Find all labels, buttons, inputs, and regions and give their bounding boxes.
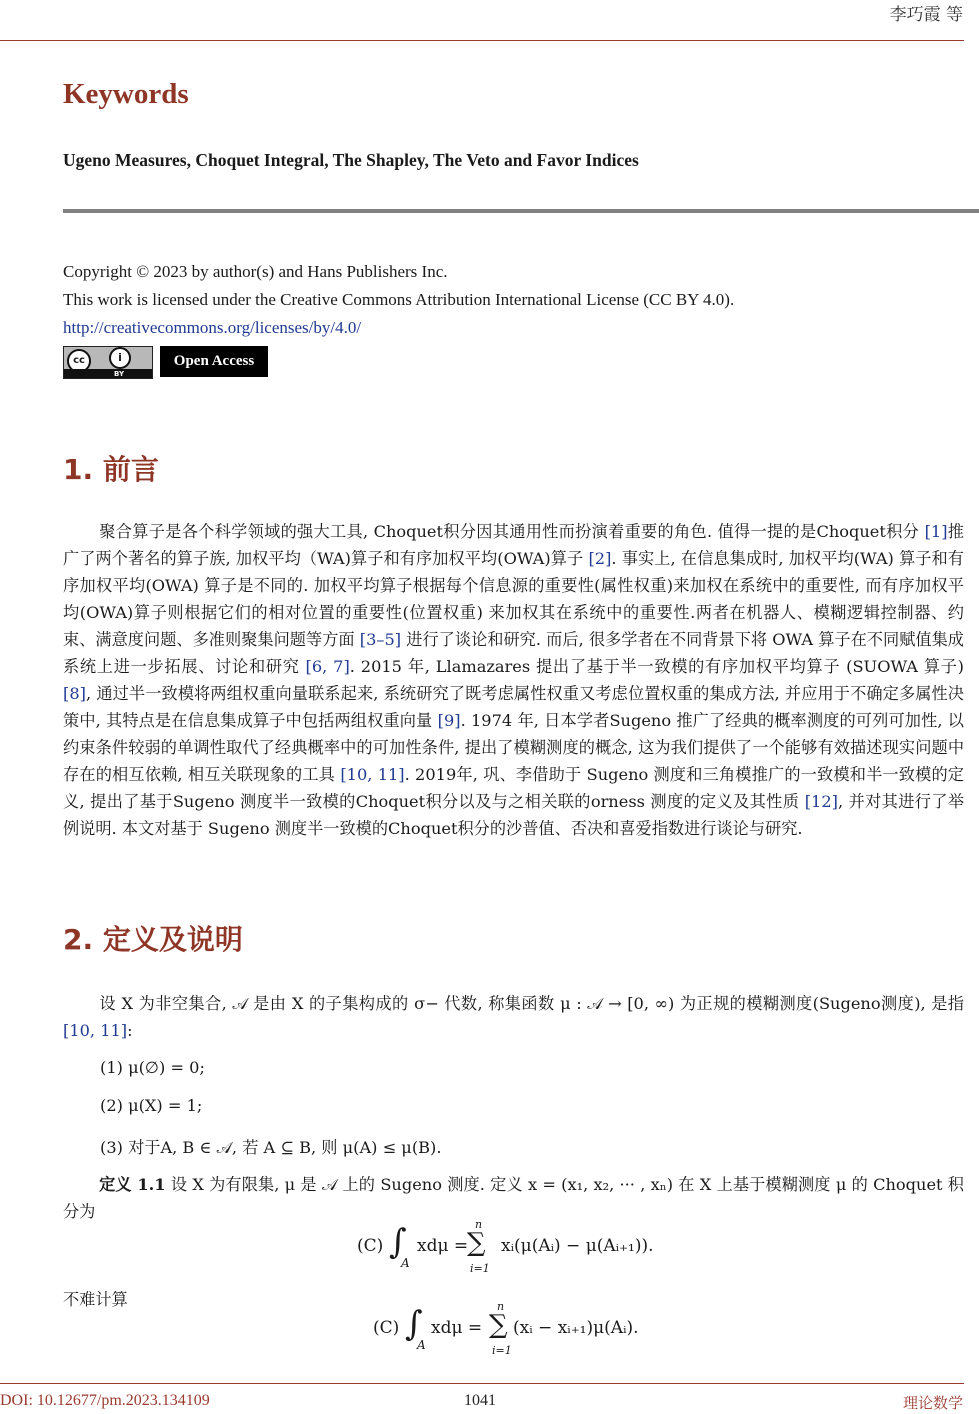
integral-sign: ∫ <box>405 1304 423 1344</box>
journal-name[interactable]: 理论数学 <box>902 1394 963 1412</box>
integral-sign: ∫ <box>389 1222 407 1262</box>
formula-prefix: (C) <box>373 1318 400 1338</box>
para-text: . 事实上, 在信息集成时, 加权平均(WA) 算子和有序加权平均(OWA) 算子是不同的. 加权平均算子根据每个信息源的重要性(属性权重)来加权在系统中的重要性, 而有序加权平均(OWA)算子则根据它们的相对位置的重要性(位置权重) 来加权其在系统中的重要性.两者在机器人、模糊逻辑控制器、约束、满意度问题、多准则聚集问题等方面 <box>63 549 964 649</box>
section-1-title: 1. 前言 <box>63 453 159 486</box>
citation-link[interactable]: [10, 11] <box>340 765 405 784</box>
header-divider <box>0 40 964 41</box>
para-text: 聚合算子是各个科学领域的强大工具, Choquet积分因其通用性而扮演着重要的角色. 值得一提的是Choquet积分 <box>99 522 925 541</box>
cc-by-badge[interactable] <box>63 346 153 379</box>
formula-rhs: (xᵢ − xᵢ₊₁)μ(Aᵢ). <box>513 1318 639 1338</box>
copyright-line: Copyright © 2023 by author(s) and Hans Publishers Inc. <box>63 262 448 281</box>
cc-badge-by-label: BY <box>114 370 125 378</box>
para-text: 设 X 为非空集合, 𝒜 是由 X 的子集构成的 σ− 代数, 称集函数 μ : 𝒜 → [0, ∞) 为正规的模糊测度(Sugeno测度), 是指 <box>99 994 964 1013</box>
definition-text: 设 X 为有限集, μ 是 𝒜 上的 Sugeno 测度. 定义 x = (x₁, x₂, ··· , xₙ) 在 X 上基于模糊测度 μ 的 Choquet 积分为 <box>63 1175 964 1221</box>
sum-lower: i=1 <box>492 1344 512 1357</box>
para-text: 进行了谈论和研究. 而后, 很多学者在不同背景下将 OWA 算子在不同赋值集成系统上进一步拓展、讨论和研究 <box>63 630 964 676</box>
license-url-line <box>63 318 361 338</box>
citation-link[interactable]: [6, 7] <box>305 657 350 676</box>
axiom-2: (2) μ(X) = 1; <box>100 1096 203 1115</box>
formula-rhs: xᵢ(μ(Aᵢ) − μ(Aᵢ₊₁)). <box>501 1236 654 1256</box>
para-text: , 并对其进行了举例说明. 本文对基于 Sugeno 测度半一致模的Choquet积分的沙普值、否决和喜爱指数进行谈论与研究. <box>63 792 965 838</box>
para-text: . 2019年, 巩、李借助于 Sugeno 测度和三角模推广的一致模和半一致模的定义, 提出了基于Sugeno 测度半一致模的Choquet积分以及与之相关联的orness 测度的定义及其性质 <box>63 765 964 811</box>
citation-link[interactable]: [2] <box>588 549 612 568</box>
license-url-link[interactable]: http://creativecommons.org/licenses/by/4.0/ <box>63 318 362 337</box>
definition-1-1 <box>63 1171 964 1225</box>
para-text: 推广了两个著名的算子族, 加权平均（WA)算子和有序加权平均(OWA)算子 <box>63 522 964 568</box>
citation-link[interactable]: [3–5] <box>359 630 402 649</box>
citation-link[interactable]: [9] <box>437 711 461 730</box>
section-2-intro <box>63 990 964 1044</box>
para-text: : <box>127 1021 133 1040</box>
para-text: , 通过半一致模将两组权重向量联系起来, 系统研究了既考虑属性权重又考虑位置权重的集成方法, 并应用于不确定多属性决策中, 其特点是在信息集成算子中包括两组权重向量 <box>63 684 964 730</box>
sum-sign: ∑ <box>489 1310 508 1340</box>
citation-link[interactable]: [1] <box>924 522 948 541</box>
para-text: . 1974 年, 日本学者Sugeno 推广了经典的概率测度的可列可加性, 以约束条件较弱的单调性取代了经典概率中的可加性条件, 提出了模糊测度的概念, 这为我们提供了一个能够有效描述现实问题中存在的相互依赖, 相互关联现象的工具 <box>63 711 964 784</box>
footer-doi[interactable]: DOI: 10.12677/pm.2023.134109 <box>0 1392 210 1409</box>
definition-label: 定义 1.1 <box>99 1175 166 1194</box>
axiom-1: (1) μ(∅) = 0; <box>100 1058 205 1077</box>
open-access-badge[interactable]: Open Access <box>160 346 268 377</box>
attribution-icon: i <box>109 347 131 369</box>
citation-link[interactable]: [12] <box>804 792 838 811</box>
keywords-divider <box>63 209 979 213</box>
formula-choquet-integral <box>357 1218 687 1278</box>
running-header-authors: 李巧霞 等 <box>889 5 963 25</box>
section-2-title: 2. 定义及说明 <box>63 923 243 956</box>
axiom-3: (3) 对于A, B ∈ 𝒜, 若 A ⊆ B, 则 μ(A) ≤ μ(B). <box>100 1138 442 1157</box>
formula-integrand: xdμ = <box>417 1236 469 1256</box>
citation-link[interactable]: [8] <box>63 684 86 703</box>
cc-badge-strip <box>64 369 152 378</box>
formula-choquet-alt <box>373 1300 673 1360</box>
cc-icon: cc <box>67 349 91 373</box>
formula-prefix: (C) <box>357 1236 384 1256</box>
not-hard-text: 不难计算 <box>63 1290 128 1309</box>
integral-subscript: A <box>401 1256 410 1270</box>
para-text: . 2015 年, Llamazares 提出了基于半一致模的有序加权平均算子 (SUOWA 算子) <box>349 657 964 676</box>
integral-subscript: A <box>417 1338 426 1352</box>
sum-sign: ∑ <box>467 1228 486 1258</box>
sum-upper: n <box>497 1300 505 1313</box>
section-1-paragraph <box>63 518 964 842</box>
sum-upper: n <box>475 1218 483 1231</box>
keywords-text: Ugeno Measures, Choquet Integral, The Shapley, The Veto and Favor Indices <box>63 150 639 170</box>
formula-integrand: xdμ = <box>431 1318 483 1338</box>
footer-divider <box>0 1383 964 1384</box>
keywords-heading: Keywords <box>63 78 189 110</box>
sum-lower: i=1 <box>470 1262 490 1275</box>
citation-link[interactable]: [10, 11] <box>63 1021 128 1040</box>
license-statement: This work is licensed under the Creative Commons Attribution International License (CC BY 4.0). <box>63 290 735 309</box>
page-number: 1041 <box>464 1392 496 1409</box>
